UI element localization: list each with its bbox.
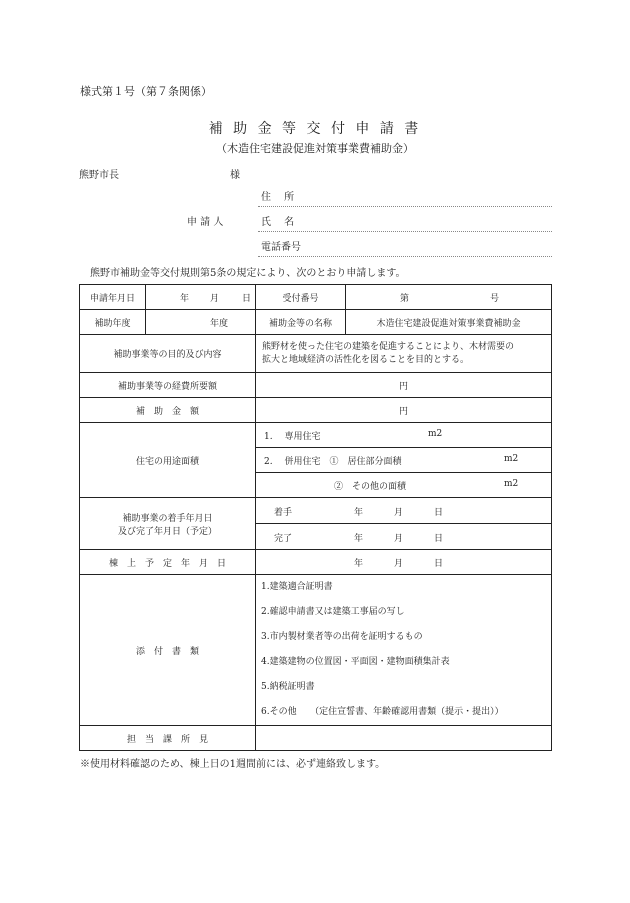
row-fiscal-year bbox=[80, 310, 552, 335]
attachment-item: 5.納税証明書 bbox=[261, 682, 315, 692]
application-date-label: 申請年月日 bbox=[80, 285, 146, 310]
ridge-date-label: 棟 上 予 定 年 月 日 bbox=[80, 550, 256, 575]
intro-text: 熊野市補助金等交付規則第5条の規定により、次のとおり申請します。 bbox=[90, 268, 406, 279]
receipt-no-field[interactable]: 第 号 bbox=[346, 285, 552, 310]
period-label-line-2: 及び完了年月日（予定） bbox=[117, 526, 217, 537]
attachment-item: 3.市内製材業者等の出荷を証明するもの bbox=[261, 632, 423, 642]
row-amount bbox=[80, 398, 552, 423]
attachment-item: 4.建築建物の位置図・平面図・建物面積集計表 bbox=[261, 657, 450, 667]
name-label: 氏 名 bbox=[261, 217, 295, 228]
purpose-label: 補助事業等の目的及び内容 bbox=[80, 335, 256, 373]
address-field[interactable] bbox=[258, 206, 552, 207]
row-ridge-date bbox=[80, 550, 552, 575]
attachments-list bbox=[256, 575, 552, 726]
name-field[interactable] bbox=[258, 231, 552, 232]
officer-field[interactable] bbox=[256, 726, 552, 751]
amount-label: 補 助 金 額 bbox=[80, 398, 256, 423]
area-dedicated-field[interactable]: 1. 専用住宅 m2 bbox=[256, 423, 552, 448]
purpose-line-1: 熊野材を使った住宅の建築を促進することにより、木材需要の bbox=[262, 341, 515, 352]
footnote: ※使用材料確認のため、棟上日の1週間前には、必ず連絡致します。 bbox=[80, 759, 386, 770]
row-officer bbox=[80, 726, 552, 751]
attachment-item: 6.その他 （定住宣誓書、年齢確認用書類（提示・提出）） bbox=[261, 707, 504, 717]
subsidy-name-value: 木造住宅建設促進対策事業費補助金 bbox=[346, 310, 552, 335]
form-number: 様式第１号（第７条関係） bbox=[80, 85, 212, 98]
form-title: 補 助 金 等 交 付 申 請 書 bbox=[208, 121, 422, 137]
application-date-field[interactable]: 年 月 日 bbox=[146, 285, 256, 310]
subsidy-name-label: 補助金等の名称 bbox=[256, 310, 346, 335]
honorific: 様 bbox=[230, 170, 240, 181]
address-label: 住 所 bbox=[261, 192, 295, 203]
fiscal-year-field[interactable]: 年度 bbox=[146, 310, 256, 335]
officer-label: 担 当 課 所 見 bbox=[80, 726, 256, 751]
period-label-line-1: 補助事業の着手年月日 bbox=[122, 513, 213, 524]
attachments-label: 添 付 書 類 bbox=[80, 575, 256, 726]
row-application-date bbox=[80, 285, 552, 310]
attachment-item: 1.建築適合証明書 bbox=[261, 582, 333, 592]
row-purpose bbox=[80, 335, 552, 373]
cost-field[interactable]: 円 bbox=[256, 373, 552, 398]
row-period-start bbox=[80, 498, 552, 524]
receipt-no-label: 受付番号 bbox=[256, 285, 346, 310]
start-date-field[interactable]: 着手 年 月 日 bbox=[256, 498, 552, 524]
purpose-content bbox=[256, 335, 552, 373]
applicant-label: 申 請 人 bbox=[187, 217, 224, 228]
addressee: 熊野市長 bbox=[79, 170, 119, 181]
attachment-item: 2.確認申請書又は建築工事届の写し bbox=[261, 607, 405, 617]
fiscal-year-label: 補助年度 bbox=[80, 310, 146, 335]
period-label bbox=[80, 498, 256, 550]
ridge-date-field[interactable]: 年 月 日 bbox=[256, 550, 552, 575]
form-subtitle: （木造住宅建設促進対策事業費補助金） bbox=[216, 142, 414, 155]
area-label: 住宅の用途面積 bbox=[80, 423, 256, 498]
cost-label: 補助事業等の経費所要額 bbox=[80, 373, 256, 398]
phone-label: 電話番号 bbox=[261, 242, 301, 253]
phone-field[interactable] bbox=[258, 256, 552, 257]
row-cost bbox=[80, 373, 552, 398]
end-date-field[interactable]: 完了 年 月 日 bbox=[256, 524, 552, 550]
row-attachments bbox=[80, 575, 552, 726]
row-area-1 bbox=[80, 423, 552, 448]
purpose-line-2: 拡大と地域経済の活性化を図ることを目的とする。 bbox=[262, 354, 470, 365]
area-residential-field[interactable]: 2. 併用住宅 ① 居住部分面積 m2 bbox=[256, 448, 552, 473]
amount-field[interactable]: 円 bbox=[256, 398, 552, 423]
application-table bbox=[79, 284, 552, 751]
area-other-field[interactable]: ② その他の面積 m2 bbox=[256, 473, 552, 498]
